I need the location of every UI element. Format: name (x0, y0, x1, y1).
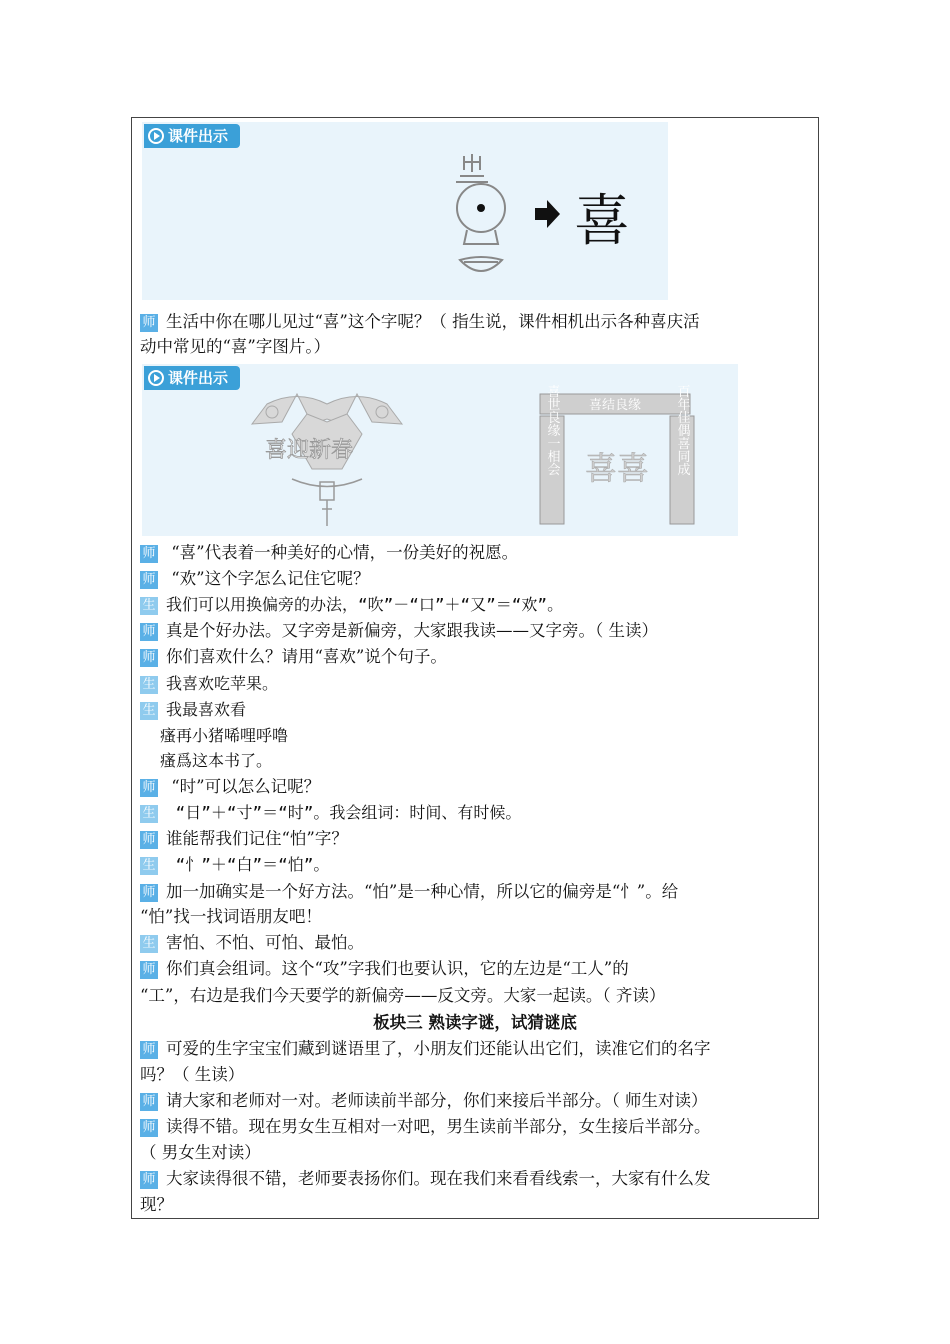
teacher-tag: 师 (140, 623, 158, 641)
section-heading: 板块三 熟读字谜，试猜谜底 (373, 1013, 577, 1032)
text-line-7: 师 你们喜欢什么？请用“喜欢”说个句子。 (140, 645, 447, 669)
text-line-21: 师 可爱的生字宝宝们藏到谜语里了，小朋友们还能认出它们，读准它们的名字 (140, 1037, 711, 1061)
student-tag: 生 (140, 702, 158, 720)
text-line-19: 师 你们真会组词。这个“攻”字我们也要认识，它的左边是“工人”的 (140, 957, 629, 981)
text-line-16: 师 加一加确实是一个好方法。“怕”是一种心情，所以它的偏旁是“忄”。给 (140, 880, 678, 904)
text-line-9: 生 我最喜欢看 (140, 698, 246, 722)
text-line-25: （ 男女生对读） (140, 1143, 261, 1162)
student-tag: 生 (140, 805, 158, 823)
text-line-8: 生 我喜欢吃苹果。 (140, 672, 278, 696)
text-line-6: 师 真是个好办法。又字旁是新偏旁，大家跟我读——又字旁。（ 生读） (140, 619, 658, 643)
courseware-badge: 课件出示 (144, 124, 240, 148)
text-line-5: 生 我们可以用换偏旁的办法，“吹”－“口”＋“又”＝“欢”。 (140, 593, 563, 617)
text-line-27: 现？ (140, 1195, 173, 1214)
student-tag: 生 (140, 597, 158, 615)
xi-pictograph (142, 122, 668, 300)
double-happiness: 喜喜 (584, 449, 650, 487)
festival-decoration (142, 364, 738, 536)
teacher-tag: 师 (140, 545, 158, 563)
couplet-left: 喜世良缘一相会 (544, 384, 560, 476)
text-line-15: 生 “忄”＋“白”＝“怕”。 (140, 853, 329, 877)
teacher-tag: 师 (140, 314, 158, 332)
teacher-tag: 师 (140, 1119, 158, 1137)
student-tag: 生 (140, 857, 158, 875)
text-line-18: 生 害怕、不怕、可怕、最怕。 (140, 931, 364, 955)
student-tag: 生 (140, 676, 158, 694)
text-line-20: “工”，右边是我们今天要学的新偏旁——反文旁。大家一起读。（ 齐读） (140, 986, 666, 1005)
text-line-23: 师 请大家和老师对一对。老师读前半部分，你们来接后半部分。（ 师生对读） (140, 1089, 708, 1113)
courseware-badge-2: 课件出示 (144, 366, 240, 390)
teacher-tag: 师 (140, 649, 158, 667)
teacher-tag: 师 (140, 1041, 158, 1059)
courseware-panel-2 (142, 364, 738, 536)
text-line-26: 师 大家读得很不错，老师要表扬你们。现在我们来看看线索一，大家有什么发 (140, 1167, 711, 1191)
teacher-tag: 师 (140, 831, 158, 849)
xi-glyph: 喜 (574, 189, 630, 254)
teacher-tag: 师 (140, 884, 158, 902)
text-line-3: 师 “喜”代表着一种美好的心情，一份美好的祝愿。 (140, 541, 518, 565)
text-line-14: 师 谁能帮我们记住“怕”字？ (140, 827, 348, 851)
text-line-11: 瘙爲这本书了。 (160, 751, 273, 770)
text-line-17: “怕”找一找词语朋友吧！ (140, 907, 322, 926)
courseware-panel-1 (142, 122, 668, 300)
student-tag: 生 (140, 935, 158, 953)
text-line-12: 师 “时”可以怎么记呢？ (140, 775, 320, 799)
text-line-13: 生 “日”＋“寸”＝“时”。我会组词：时间、有时候。 (140, 801, 521, 825)
teacher-tag: 师 (140, 779, 158, 797)
text-line-24: 师 读得不错。现在男女生互相对一对吧，男生读前半部分，女生接后半部分。 (140, 1115, 711, 1139)
teacher-tag: 师 (140, 961, 158, 979)
couplet-top: 喜结良缘 (588, 398, 642, 413)
text-line-4: 师 “欢”这个字怎么记住它呢？ (140, 567, 370, 591)
couplet-right: 百年佳偶喜同成 (674, 384, 690, 476)
teacher-tag: 师 (140, 571, 158, 589)
text-line-10: 瘙再小猪唏哩呼噜 (160, 726, 289, 745)
text-line-1: 师 生活中你在哪儿见过“喜”这个字呢？（ 指生说，课件相机出示各种喜庆活 (140, 310, 700, 334)
teacher-tag: 师 (140, 1171, 158, 1189)
festival-text: 喜迎新春 (264, 438, 354, 463)
text-line-2: 动中常见的“喜”字图片。） (140, 337, 331, 356)
teacher-tag: 师 (140, 1093, 158, 1111)
text-line-22: 吗？（ 生读） (140, 1065, 245, 1084)
